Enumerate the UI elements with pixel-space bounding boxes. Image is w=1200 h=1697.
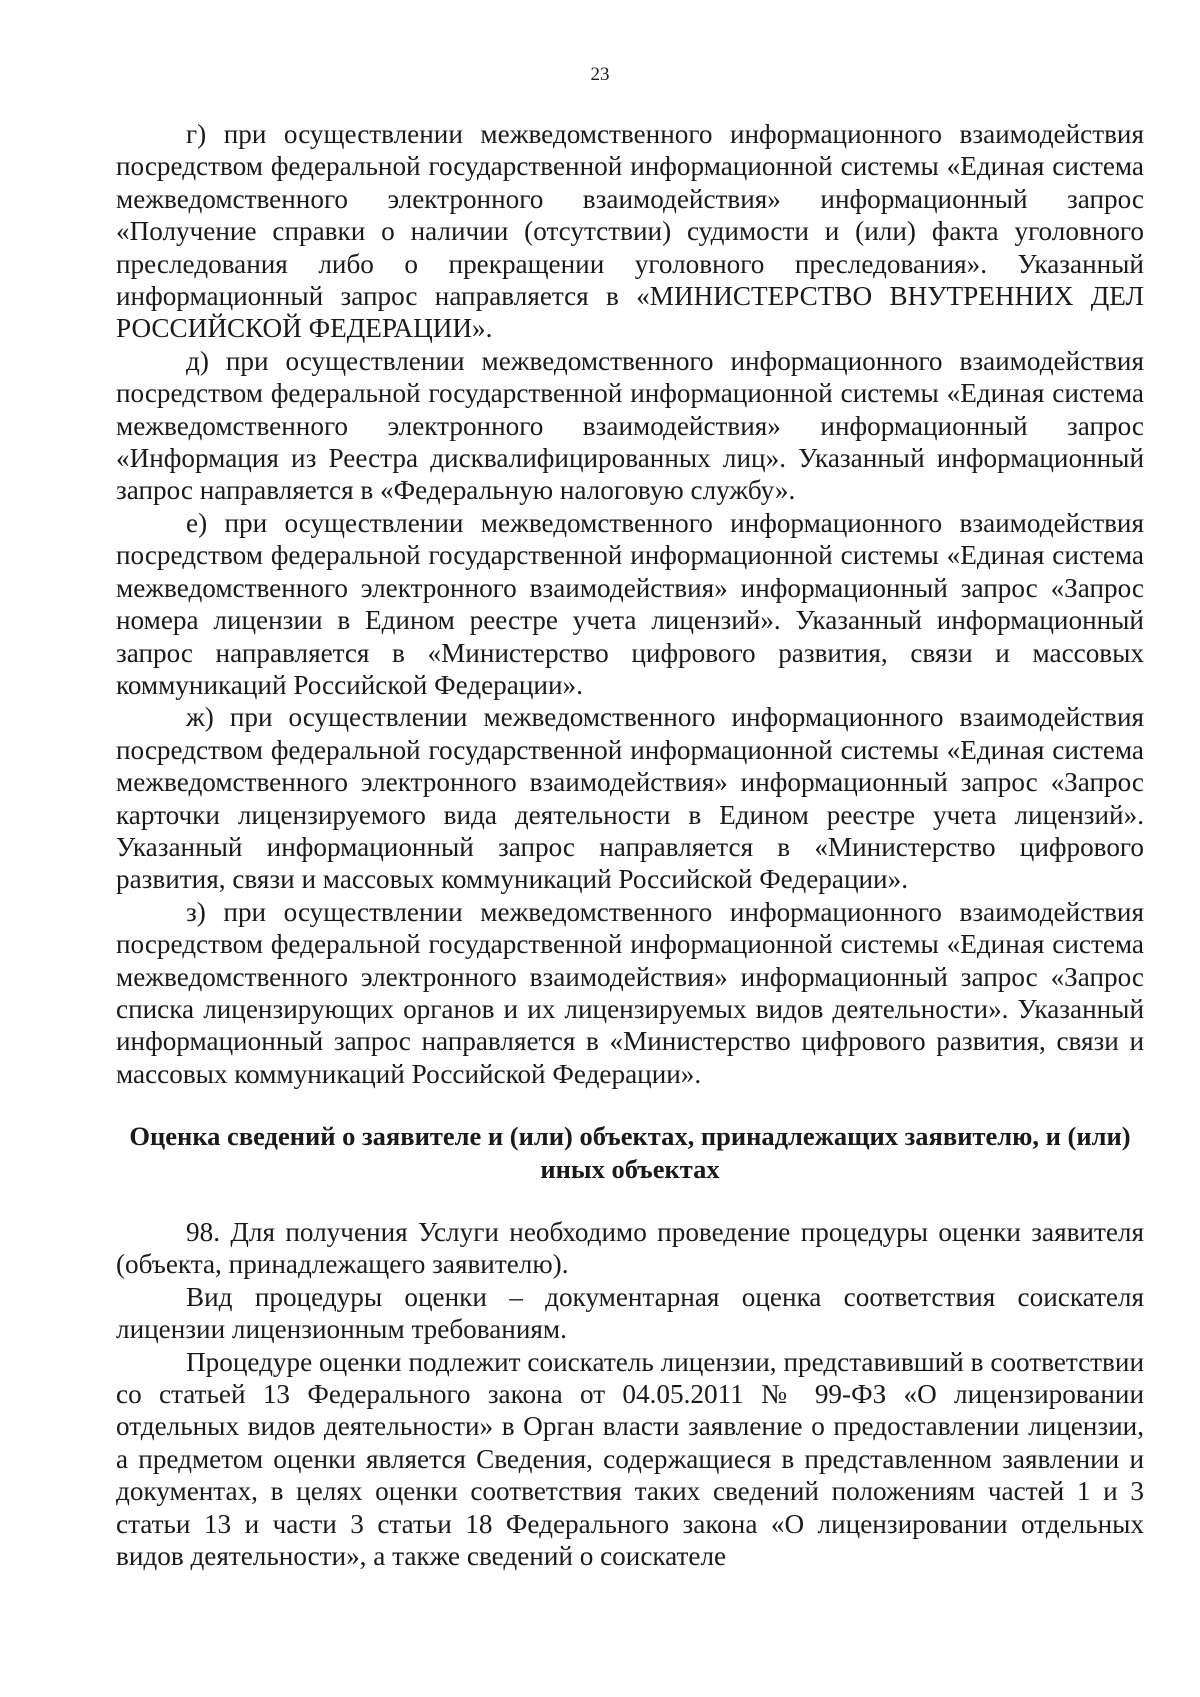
document-body: [116, 118, 1144, 1572]
paragraph-zh: ж) при осуществлении межведомственного информационного взаимодействия посредством федеральной государственной информационной системы «Единая система межведомственного электронного взаимодействия» информационный запрос «Запрос карточки лицензируемого вида деятельности в Едином реестре учета лицензий». Указанный информационный запрос направляется в «Министерство цифрового развития, связи и массовых коммуникаций Российской Федерации».: [116, 702, 1144, 895]
page-number: 23: [590, 64, 610, 85]
paragraph-98: 98. Для получения Услуги необходимо проведение процедуры оценки заявителя (объекта, принадлежащего заявителю).: [116, 1217, 1144, 1280]
paragraph-z: з) при осуществлении межведомственного информационного взаимодействия посредством федеральной государственной информационной системы «Единая система межведомственного электронного взаимодействия» информационный запрос «Запрос списка лицензирующих органов и их лицензируемых видов деятельности». Указанный информационный запрос направляется в «Министерство цифрового развития, связи и массовых коммуникаций Российской Федерации».: [116, 896, 1144, 1089]
section-heading: Оценка сведений о заявителе и (или) объектах, принадлежащих заявителю, и (или) иных объектах: [129, 1121, 1131, 1184]
paragraph-assessment-type: Вид процедуры оценки – документарная оценка соответствия соискателя лицензии лицензионным требованиям.: [116, 1281, 1144, 1345]
paragraph-e: е) при осуществлении межведомственного информационного взаимодействия посредством федеральной государственной информационной системы «Единая система межведомственного электронного взаимодействия» информационный запрос «Запрос номера лицензии в Едином реестре учета лицензий». Указанный информационный запрос направляется в «Министерство цифрового развития, связи и массовых коммуникаций Российской Федерации».: [116, 507, 1144, 700]
paragraph-g: г) при осуществлении межведомственного информационного взаимодействия посредством федеральной государственной информационной системы «Единая система межведомственного электронного взаимодействия» информационный запрос «Получение справки о наличии (отсутствии) судимости и (или) факта уголовного преследования либо о прекращении уголовного преследования». Указанный информационный запрос направляется в «МИНИСТЕРСТВО ВНУТРЕННИХ ДЕЛ РОССИЙСКОЙ ФЕДЕРАЦИИ».: [116, 119, 1144, 344]
paragraph-assessment-subject: Процедуре оценки подлежит соискатель лицензии, представивший в соответствии со статьей 13 Федерального закона от 04.05.2011 № 99-ФЗ «О лицензировании отдельных видов деятельности» в Орган власти заявление о предоставлении лицензии, а предметом оценки является Сведения, содержащиеся в представленном заявлении и документах, в целях оценки соответствия таких сведений положениям частей 1 и 3 статьи 13 и части 3 статьи 18 Федерального закона «О лицензировании отдельных видов деятельности», а также сведений о соискателе: [116, 1346, 1144, 1572]
paragraph-d: д) при осуществлении межведомственного информационного взаимодействия посредством федеральной государственной информационной системы «Единая система межведомственного электронного взаимодействия» информационный запрос «Информация из Реестра дисквалифицированных лиц». Указанный информационный запрос направляется в «Федеральную налоговую службу».: [116, 345, 1144, 506]
